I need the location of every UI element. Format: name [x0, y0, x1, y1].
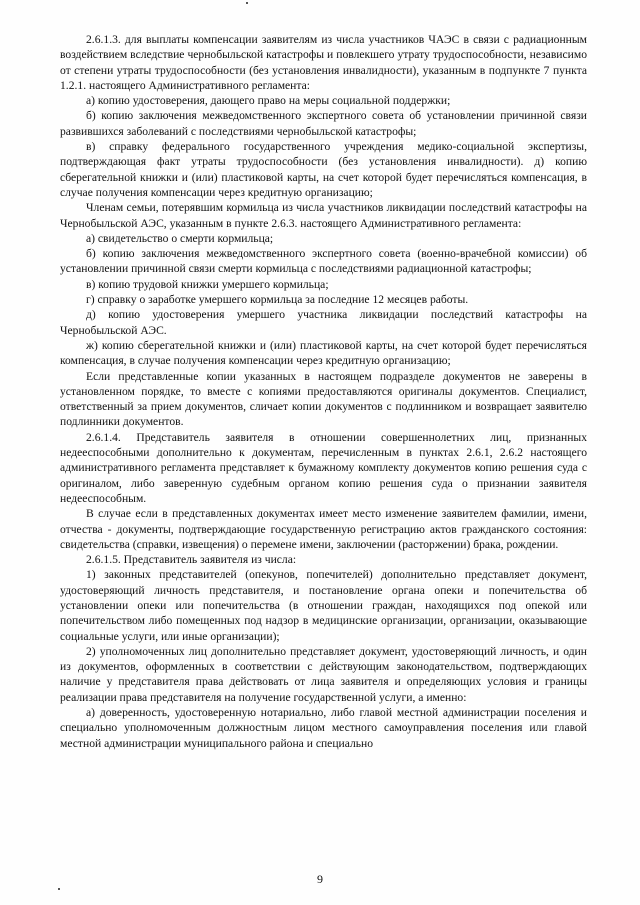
- paragraph-family-item-zh: ж) копию сберегательной книжки и (или) пластиковой карты, на счет которой будет перечисляться компенсация, в случае получения компенсации через кредитную организацию;: [60, 338, 587, 368]
- paragraph-family-item-g: г) справку о заработке умершего кормильца за последние 12 месяцев работы.: [86, 293, 469, 307]
- scan-artifact: [58, 888, 60, 890]
- paragraph-legal-representatives: 1) законных представителей (опекунов, попечителей) дополнительно представляет документ, удостоверяющий личность представителя, и постановление органа опеки и попечительства об установлении опеки или попечительства (в отношении граждан, находящихся под опекой или попечительством либо помещенных под надзор в медицинские организации, организации, оказывающие социальные услуги, или иные организации);: [60, 568, 587, 643]
- page-number: 9: [317, 872, 323, 886]
- paragraph-power-of-attorney: а) доверенность, удостоверенную нотариально, либо главой местной администрации поселения и специально уполномоченным должностным лицом местного самоуправления поселения или главой местной администрации муниципального района и специально: [60, 706, 587, 750]
- paragraph-item-a: а) копию удостоверения, дающего право на меры социальной поддержки;: [86, 94, 451, 108]
- document-body: [60, 32, 587, 751]
- paragraph-2-6-1-5: 2.6.1.5. Представитель заявителя из числа:: [86, 553, 297, 567]
- paragraph-item-v: в) справку федерального государственного учреждения медико-социальной экспертизы, подтверждающая факт утраты трудоспособности (без установления инвалидности). д) копию сберегательной книжки и (или) пластиковой карты, на счет которой будет перечисляться компенсация, в случае получения компенсации через кредитную организацию;: [60, 140, 587, 199]
- paragraph-item-b: б) копию заключения межведомственного экспертного совета об установлении причинной связи развившихся заболеваний с последствиями чернобыльской катастрофы;: [60, 109, 587, 138]
- paragraph-family-item-v: в) копию трудовой книжки умершего кормильца;: [86, 277, 329, 291]
- paragraph-2-6-1-4: 2.6.1.4. Представитель заявителя в отношении совершеннолетних лиц, признанных недееспособными дополнительно к документам, перечисленным в пунктах 2.6.1, 2.6.2 настоящего административного регламента представляет к бумажному комплекту документов копию решения суда с оригиналом, либо заверенную судебным органом копию решения суда о признании заявителя недееспособным.: [60, 430, 587, 505]
- paragraph-family-item-d: д) копию удостоверения умершего участника ликвидации последствий катастрофы на Чернобыльской АЭС.: [60, 308, 587, 337]
- paragraph-family-item-a: а) свидетельство о смерти кормильца;: [86, 231, 274, 245]
- paragraph-2-6-1-3: 2.6.1.3. для выплаты компенсации заявителям из числа участников ЧАЭС в связи с радиационным воздействием вследствие чернобыльской катастрофы и повлекшего утрату трудоспособности, независимо от степени утраты трудоспособности (без установления инвалидности), указанным в подпункте 7 пункта 1.2.1. настоящего Административного регламента:: [60, 33, 587, 92]
- paragraph-name-change: В случае если в представленных документах имеет место изменение заявителем фамилии, имени, отчества - документы, подтверждающие государственную регистрацию актов гражданского состояния: свидетельства (справки, извещения) о перемене имени, заключении (расторжении) брака, рождении.: [60, 507, 587, 551]
- paragraph-family-members: Членам семьи, потерявшим кормильца из числа участников ликвидации последствий катастрофы на Чернобыльской АЭС, указанным в пункте 2.6.3. настоящего Административного регламента:: [60, 201, 587, 230]
- scan-artifact: [246, 2, 248, 4]
- paragraph-family-item-b: б) копию заключения межведомственного экспертного совета (военно-врачебной комиссии) об установлении причинной связи смерти кормильца с последствиями радиационной катастрофы;: [60, 247, 587, 276]
- paragraph-copies-note: Если представленные копии указанных в настоящем подразделе документов не заверены в установленном порядке, то вместе с копиями предоставляются оригиналы документов. Специалист, ответственный за прием документов, сличает копии документов с подлинником и возвращает заявителю подлинники документов.: [60, 369, 587, 429]
- paragraph-authorized-persons: 2) уполномоченных лиц дополнительно представляет документ, удостоверяющий личность, и один из документов, оформленных в соответствии с действующим законодательством, подтверждающих наличие у представителя права действовать от лица заявителя и определяющих условия и границы реализации права представителя на получение государственной услуги, а именно:: [60, 644, 587, 704]
